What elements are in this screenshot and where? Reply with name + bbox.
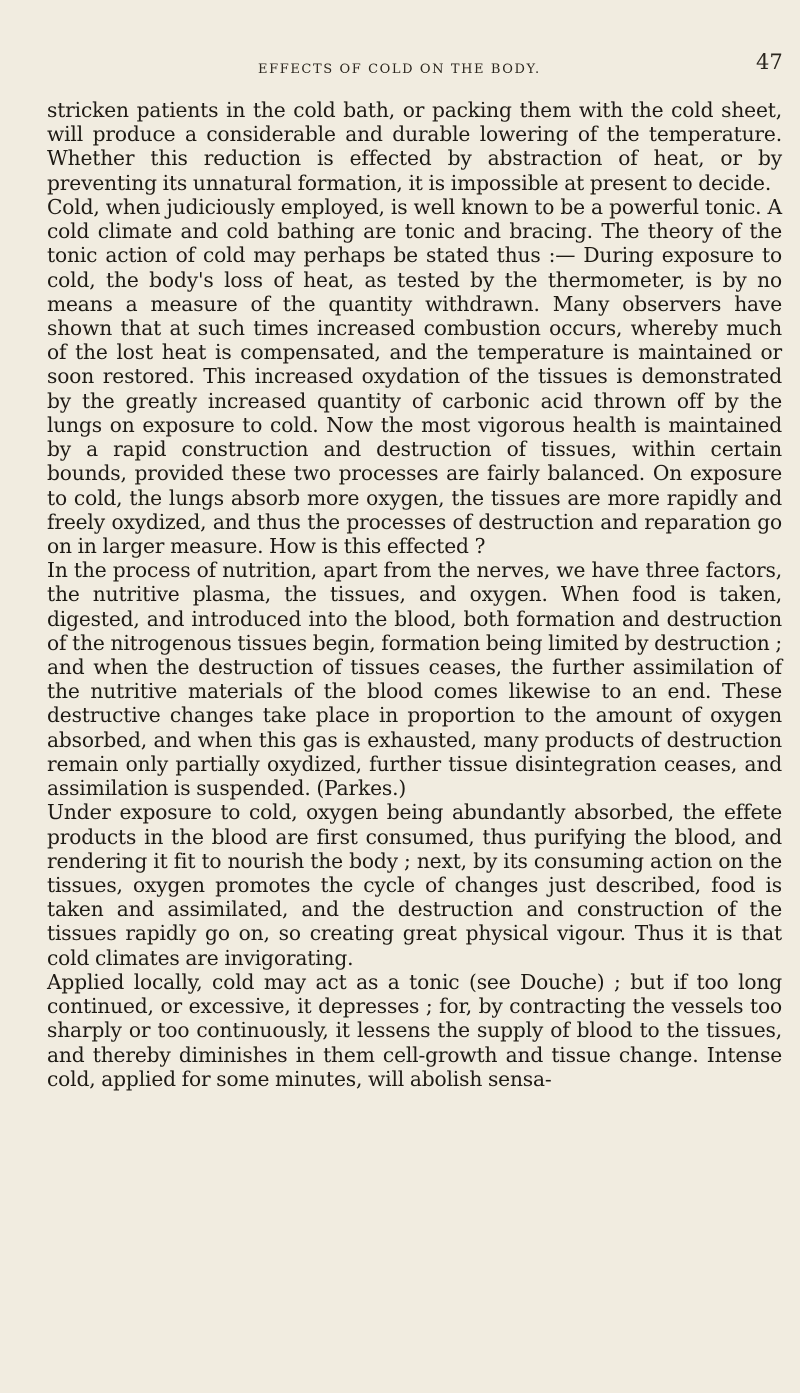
page-number: 47 — [756, 50, 783, 74]
paragraph: In the process of nutrition, apart from the nerves, we have three factors, the nutritive plasma, the tissues, and oxygen. When food is taken, digested, and introduced into the blood, both formation and destruction of the nitrogenous tissues begin, formation being limited by destruction ; and when the destruction of tissues ceases, the further assimilation of the nutritive materials of the blood comes likewise to an end. These destructive changes take place in proportion to the amount of oxygen absorbed, and when this gas is exhausted, many products of destruction remain only partially oxydized, further tissue disintegration ceases, and assimilation is suspended. (Parkes.) — [47, 558, 782, 801]
paragraph: Applied locally, cold may act as a tonic (see Douche) ; but if too long continued, or excessive, it depresses ; for, by contracting the vessels too sharply or too continuously, it lessens the supply of blood to the tissues, and thereby diminishes in them cell-growth and tissue change. Intense cold, applied for some minutes, will abolish sensa- — [47, 969, 782, 1091]
paragraph: Cold, when judiciously employed, is well known to be a powerful tonic. A cold climate and cold bathing are tonic and bracing. The theory of the tonic action of cold may perhaps be stated thus :— During exposure to cold, the body's loss of heat, as tested by the thermometer, is by no means a measure of the quantity withdrawn. Many observers have shown that at such times increased combustion occurs, whereby much of the lost heat is compensated, and the temperature is maintained or soon restored. This increased oxydation of the tissues is demonstrated by the greatly increased quantity of carbonic acid thrown off by the lungs on exposure to cold. Now the most vigorous health is maintained by a rapid construction and destruction of tissues, within certain bounds, provided these two processes are fairly balanced. On exposure to cold, the lungs absorb more oxygen, the tissues are more rapidly and freely oxydized, and thus the processes of destruction and reparation go on in larger measure. How is this effected ? — [47, 194, 782, 558]
running-head: EFFECTS OF COLD ON THE BODY. — [258, 62, 541, 77]
paragraph: stricken patients in the cold bath, or packing them with the cold sheet, will produce a considerable and durable lowering of the temperature. Whether this reduction is effected by abstraction of heat, or by preventing its unnatural formation, it is impossible at present to decide. — [47, 98, 782, 195]
paragraph: Under exposure to cold, oxygen being abundantly absorbed, the effete products in the blood are first consumed, thus purifying the blood, and rendering it fit to nourish the body ; next, by its consuming action on the tissues, oxygen promotes the cycle of changes just described, food is taken and assimilated, and the destruction and construction of the tissues rapidly go on, so creating great physical vigour. Thus it is that cold climates are invigorating. — [47, 800, 782, 970]
body-text — [47, 98, 782, 1091]
